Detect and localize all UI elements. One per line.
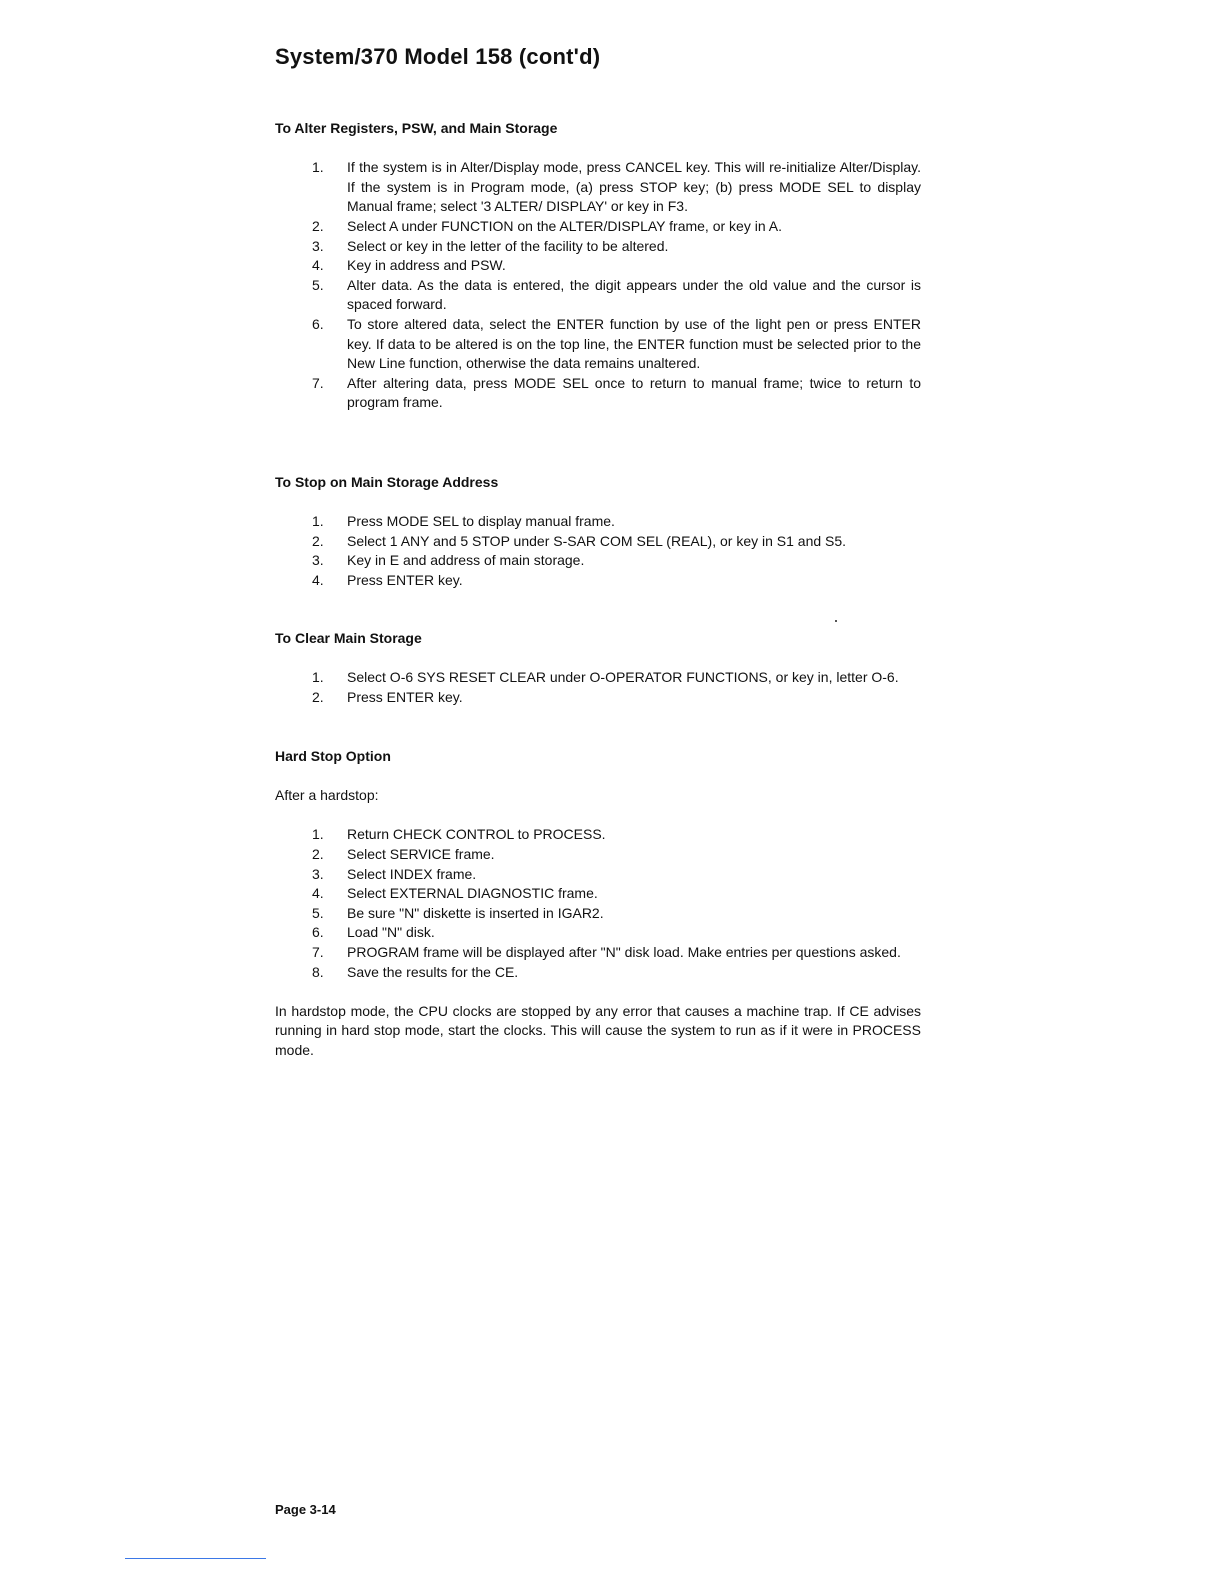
- list-item: [275, 884, 921, 904]
- step-number: 5.: [312, 904, 324, 921]
- footer-rule: [125, 1558, 266, 1559]
- step-text: Select SERVICE frame.: [347, 845, 495, 862]
- list-item: [275, 256, 921, 276]
- step-text: Press MODE SEL to display manual frame.: [347, 513, 615, 530]
- step-number: 7.: [312, 374, 324, 391]
- step-text: Save the results for the CE.: [347, 963, 519, 980]
- hardstop-note: In hardstop mode, the CPU clocks are stopped by any error that causes a machine trap. If CE advises running in hard stop mode, start the clocks. This will cause the system to run as if it were in PROCESS mode.: [275, 1002, 921, 1058]
- step-text: Be sure "N" diskette is inserted in IGAR2.: [347, 904, 604, 921]
- list-item: [275, 571, 921, 591]
- steps-list: [275, 825, 921, 982]
- step-number: 3.: [312, 237, 324, 254]
- step-text: Key in E and address of main storage.: [347, 552, 585, 569]
- list-item: [275, 237, 921, 257]
- step-number: 6.: [312, 315, 324, 332]
- step-text: Load "N" disk.: [347, 924, 435, 941]
- list-item: [275, 158, 921, 217]
- step-text: Select O-6 SYS RESET CLEAR under O-OPERATOR FUNCTIONS, or key in, letter O-6.: [347, 669, 899, 686]
- list-item: [275, 904, 921, 924]
- list-item: [275, 845, 921, 865]
- steps-list: [275, 158, 921, 413]
- scan-speck: [835, 620, 837, 622]
- step-number: 3.: [312, 552, 324, 569]
- list-item: [275, 963, 921, 983]
- step-number: 8.: [312, 963, 324, 980]
- page-number: Page 3-14: [275, 1502, 336, 1517]
- step-number: 2.: [312, 217, 324, 234]
- step-text: Select A under FUNCTION on the ALTER/DISPLAY frame, or key in A.: [347, 217, 782, 234]
- step-number: 5.: [312, 276, 324, 293]
- step-text: Key in address and PSW.: [347, 257, 506, 274]
- step-number: 6.: [312, 924, 324, 941]
- section-heading: Hard Stop Option: [275, 748, 391, 764]
- steps-list: [275, 512, 921, 590]
- section-alter-registers: [275, 119, 921, 413]
- section-heading: To Clear Main Storage: [275, 630, 422, 646]
- step-number: 1.: [312, 513, 324, 530]
- step-text: Return CHECK CONTROL to PROCESS.: [347, 826, 606, 843]
- list-item: [275, 374, 921, 413]
- section-heading: To Alter Registers, PSW, and Main Storage: [275, 120, 558, 136]
- list-item: [275, 825, 921, 845]
- step-text: Select INDEX frame.: [347, 865, 477, 882]
- step-text: If the system is in Alter/Display mode, press CANCEL key. This will re-initialize Alter/Display. If the system is in Program mode, (a) press STOP key; (b) press MODE SEL to display Manual frame; select '3 ALTER/ DISPLAY' or key in F3.: [347, 159, 921, 215]
- step-number: 4.: [312, 571, 324, 588]
- step-number: 1.: [312, 826, 324, 843]
- step-number: 2.: [312, 532, 324, 549]
- step-text: Press ENTER key.: [347, 571, 463, 588]
- list-item: [275, 865, 921, 885]
- step-text: To store altered data, select the ENTER function by use of the light pen or press ENTER key. If data to be altered is on the top line, the ENTER function must be selected prior to the New Line function, otherwise the data remains unaltered.: [347, 315, 921, 372]
- list-item: [275, 315, 921, 374]
- step-text: Press ENTER key.: [347, 688, 463, 705]
- list-item: [275, 668, 921, 688]
- list-item: [275, 217, 921, 237]
- step-text: Select 1 ANY and 5 STOP under S-SAR COM SEL (REAL), or key in S1 and S5.: [347, 532, 847, 549]
- step-text: Alter data. As the data is entered, the digit appears under the old value and the cursor is spaced forward.: [347, 276, 921, 313]
- step-text: After altering data, press MODE SEL once to return to manual frame; twice to return to program frame.: [347, 374, 921, 411]
- list-item: [275, 512, 921, 532]
- step-number: 4.: [312, 257, 324, 274]
- list-item: [275, 688, 921, 708]
- list-item: [275, 923, 921, 943]
- step-number: 1.: [312, 669, 324, 686]
- list-item: [275, 276, 921, 315]
- step-text: Select or key in the letter of the facility to be altered.: [347, 237, 669, 254]
- steps-list: [275, 668, 921, 707]
- step-number: 4.: [312, 885, 324, 902]
- list-item: [275, 532, 921, 552]
- step-number: 2.: [312, 688, 324, 705]
- step-text: PROGRAM frame will be displayed after "N" disk load. Make entries per questions asked.: [347, 943, 901, 960]
- step-number: 3.: [312, 865, 324, 882]
- step-text: Select EXTERNAL DIAGNOSTIC frame.: [347, 885, 598, 902]
- list-item: [275, 943, 921, 963]
- list-item: [275, 551, 921, 571]
- step-number: 1.: [312, 159, 324, 176]
- step-number: 7.: [312, 943, 324, 960]
- hardstop-intro: After a hardstop:: [275, 787, 379, 804]
- section-stop-on-address: [275, 473, 921, 591]
- section-heading: To Stop on Main Storage Address: [275, 474, 499, 490]
- step-number: 2.: [312, 845, 324, 862]
- page-title: System/370 Model 158 (cont'd): [275, 44, 601, 69]
- section-clear-storage: [275, 629, 921, 707]
- section-hard-stop: [275, 747, 921, 1061]
